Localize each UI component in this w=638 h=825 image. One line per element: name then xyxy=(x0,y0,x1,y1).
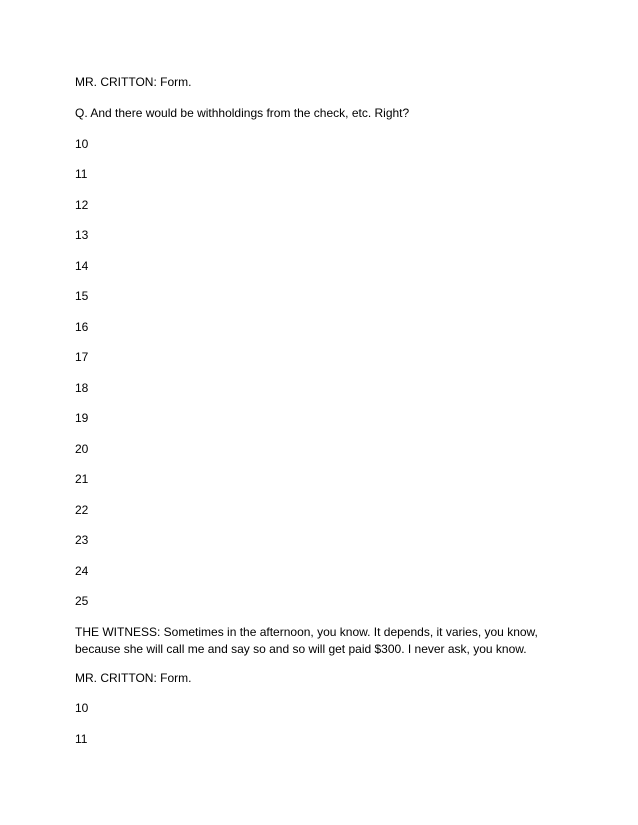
witness-answer: THE WITNESS: Sometimes in the afternoon, you know. It depends, it varies, you know, because she will call me and say so and so will get paid $300. I never ask, you know. xyxy=(75,625,538,656)
line-number: 21 xyxy=(75,472,89,486)
question-line: Q. And there would be withholdings from the check, etc. Right? xyxy=(75,106,410,120)
line-number: 12 xyxy=(75,198,89,212)
line-number: 11 xyxy=(75,167,88,181)
line-number: 16 xyxy=(75,320,89,334)
line-number: 25 xyxy=(75,594,89,608)
line-number: 15 xyxy=(75,289,89,303)
line-number: 22 xyxy=(75,503,89,517)
line-number: 18 xyxy=(75,381,89,395)
line-number: 19 xyxy=(75,411,89,425)
line-number: 14 xyxy=(75,259,89,273)
line-number: 11 xyxy=(75,732,88,746)
speaker-line: MR. CRITTON: Form. xyxy=(75,671,192,685)
line-number: 13 xyxy=(75,228,89,242)
line-number: 10 xyxy=(75,701,89,715)
line-number: 17 xyxy=(75,350,89,364)
line-number: 10 xyxy=(75,137,89,151)
speaker-line: MR. CRITTON: Form. xyxy=(75,75,192,89)
line-number: 20 xyxy=(75,442,89,456)
line-number: 23 xyxy=(75,533,89,547)
line-number: 24 xyxy=(75,564,89,578)
